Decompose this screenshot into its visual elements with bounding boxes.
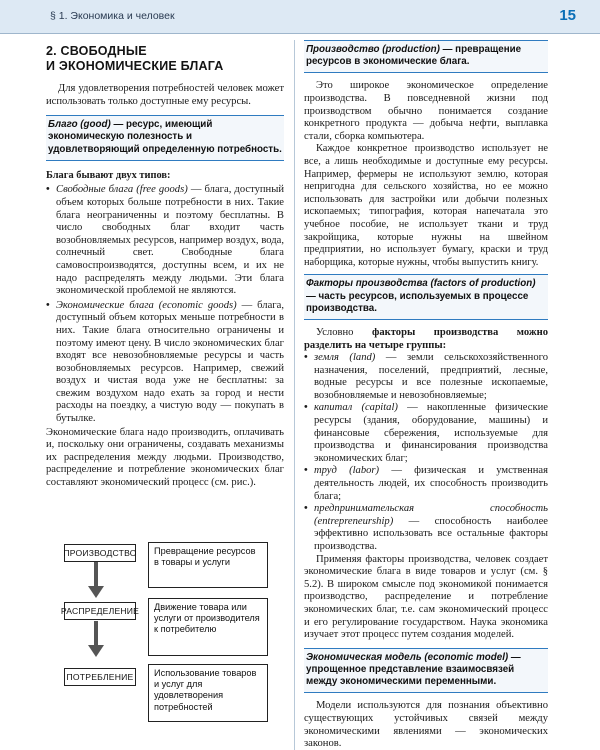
production-paragraph-2 (304, 143, 548, 269)
diagram-arrows (64, 544, 144, 722)
production-paragraph-1-text: Это широкое экономическое определение производства. В повседневной жизни под производством обычно понимается создание конкретного продукта — добыча нефти, выплавка стали, сборка компьютера. (304, 80, 548, 142)
production-paragraph-2-text: Каждое конкретное производство использует не все, а лишь необходимые и доступные ему ресурсы. Например, фермеры не используют землю, которая непригодна для сельского хозяйства, но ее можно использовать для застройки или добычи полезных ископаемых; типография, которая напечатала это учебное пособие, не использует ткани и труд закройщика, которые нужны на швейном предприятии, но использует бумагу, краски и труд наборщика, которые нужны, чтобы выпустить книгу. (304, 143, 548, 268)
groups-lead-paragraph (304, 327, 548, 352)
land-text: — земли сельскохозяйственного назначения, поселений, предприятий, лесные, водные ресурсы и все полезные ископаемые, возобновляемые и невозобновляемые; (314, 352, 548, 401)
production-paragraph-1 (304, 80, 548, 143)
stage-production-description (148, 542, 268, 588)
economic-goods-text: — блага, доступный объем которых меньше потребности в них. Такие блага относительно ограничены и поэтому имеют цену. В число экономических благ входят все невозобновляемые ресурсы и часть возобновляемых ресурсов. Например, свежий воздух и чистая вода уже не бесплатны: за свежим воздухом надо ехать за город и нести расходы на поездку, а чистую воду — покупать в бутылке. (56, 299, 284, 425)
definition-good-text: — ресурс, имеющий экономическую полезность и удовлетворяющий определенную потребность. (48, 119, 282, 155)
capital-text: — накопленные физические ресурсы (здания, оборудование, машины) и финансовые сбережения, используемые для производства и финансирования производства экономических благ; (314, 402, 548, 464)
list-item-capital (304, 402, 548, 465)
section-title (46, 44, 284, 74)
stage-production-description-text: Превращение ресурсов в товары и услуги (154, 546, 256, 568)
intro-text: Для удовлетворения потребностей человек может использовать только доступные ему ресурсы. (46, 83, 284, 107)
page-header (0, 0, 600, 34)
models-paragraph (304, 700, 548, 750)
section-title-line-2: И ЭКОНОМИЧЕСКИЕ БЛАГА (46, 59, 224, 73)
right-column (304, 40, 548, 750)
stage-consumption-description (148, 664, 268, 722)
intro-paragraph (46, 83, 284, 108)
economic-process-diagram (60, 544, 286, 722)
definition-factors (304, 274, 548, 320)
stage-distribution-label: РАСПРЕДЕЛЕНИЕ (60, 606, 140, 616)
column-divider (294, 40, 295, 750)
running-header-title: § 1. Экономика и человек (50, 10, 175, 22)
definition-model-term: Экономическая модель (economic model) (306, 651, 509, 663)
stage-consumption-description-text: Использование товаров и услуг для удовлетворения потребностей (154, 668, 257, 712)
groups-lead-bold: факторы производства можно разделить на четыре группы: (304, 326, 548, 351)
stage-consumption-label: ПОТРЕБЛЕНИЕ (66, 672, 134, 682)
left-column (46, 40, 284, 490)
list-item-free-goods (46, 184, 284, 297)
free-goods-text: — блага, доступный объем которых больше потребности в них. Такие блага неограниченны и поэтому бесплатны. В число свободных благ входит часть возобновляемых ресурсов, например воздух, вода, солнечный свет. Свободные блага самовоспроизводятся, доступны всем, и их не надо распределять между людьми. Эти блага экономической проблемой не являются. (56, 184, 284, 297)
definition-model-text: — упрощенное представление взаимосвязей между экономическими переменными. (306, 651, 521, 688)
models-text: Модели используются для познания объективно существующих устойчивых связей между экономическими явлениями — экономических законов. (304, 700, 548, 750)
labor-text: — физическая и умственная деятельность людей, их способность производить блага; (314, 465, 548, 502)
types-heading-text: Блага бывают двух типов: (46, 169, 171, 181)
list-item-entrepreneurship (304, 503, 548, 553)
definition-production (304, 40, 548, 73)
section-title-line-1: 2. СВОБОДНЫЕ (46, 44, 147, 58)
stage-distribution-box (60, 602, 140, 620)
capital-term: капитал (capital) (314, 402, 398, 414)
stage-production-box (64, 544, 136, 562)
entrepreneurship-term: предпринимательская способность (entrepreneurship) (314, 503, 548, 527)
apply-factors-paragraph (304, 554, 548, 642)
definition-factors-term: Факторы производства (factors of production) (306, 278, 536, 290)
goods-types-list (46, 184, 284, 425)
economic-process-text: Экономические блага надо производить, оплачивать и, поскольку они ограничены, создавать механизмы их распределения между людьми. Производство, распределение и потребление экономических благ составляют экономический процесс (см. рис.). (46, 426, 284, 489)
entrepreneurship-text: — способность наиболее эффективно использовать все остальные факторы производства. (314, 515, 548, 553)
list-item-land (304, 352, 548, 402)
arrow-2-head (88, 645, 104, 657)
free-goods-term: Свободные блага (free goods) (56, 184, 188, 196)
stage-distribution-description-text: Движение товара или услуги от производителя к потребителю (154, 602, 260, 635)
definition-economic-model (304, 648, 548, 694)
definition-good (46, 115, 284, 161)
groups-lead-text: Условно (316, 326, 372, 338)
stage-production-label: ПРОИЗВОДСТВО (63, 548, 137, 558)
stage-distribution-description (148, 598, 268, 656)
labor-term: труд (labor) (314, 465, 380, 477)
definition-good-term: Благо (good) (48, 119, 111, 131)
definition-production-text: — превращение ресурсов в экономические блага. (306, 44, 522, 68)
land-term: земля (land) (314, 352, 376, 364)
economic-process-paragraph (46, 427, 284, 490)
page-number: 15 (559, 7, 576, 24)
list-item-labor (304, 465, 548, 503)
factors-list (304, 352, 548, 554)
list-item-economic-goods (46, 300, 284, 426)
types-heading (46, 170, 284, 183)
arrow-1-head (88, 586, 104, 598)
definition-factors-text: — часть ресурсов, используемых в процессе производства. (306, 290, 529, 314)
stage-consumption-box (64, 668, 136, 686)
economic-goods-term: Экономические блага (economic goods) (56, 299, 237, 311)
apply-factors-text: Применяя факторы производства, человек создает экономические блага в виде товаров и услуг (см. § 5.2). В широком смысле под экономикой понимается производство, распределение и потребление экономических благ, т.е. сам экономический процесс и его регулирование государством. Наука экономика изучает этот процесс путем создания моделей. (304, 553, 548, 641)
definition-production-term: Производство (production) (306, 44, 440, 55)
